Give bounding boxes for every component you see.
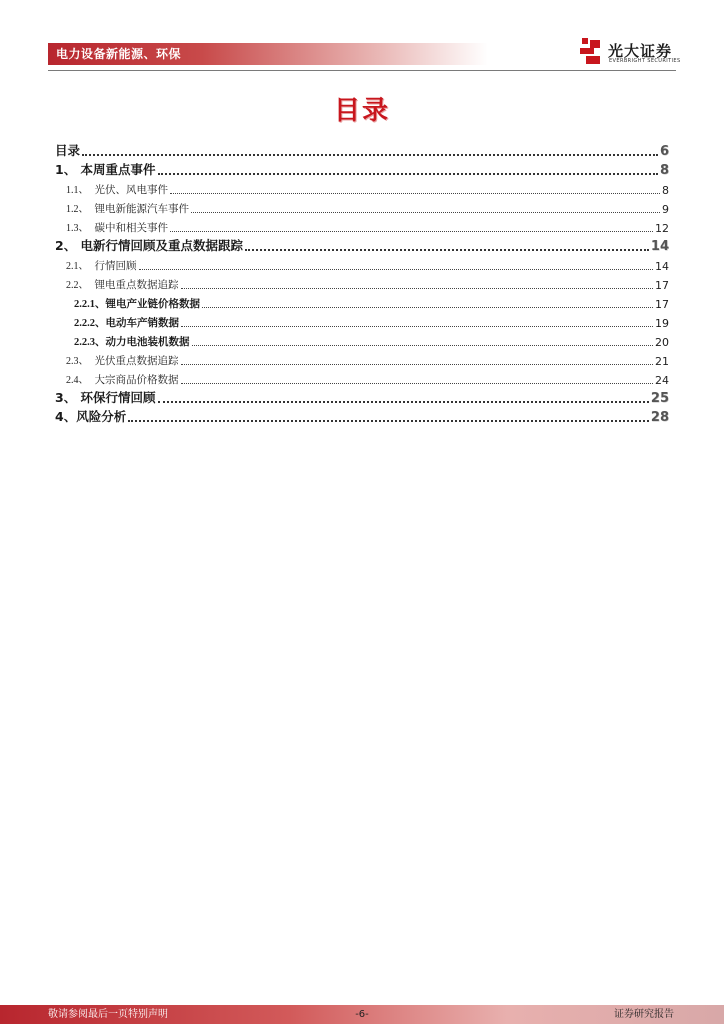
toc-leader-dots	[245, 249, 649, 251]
toc-entry-text: 大宗商品价格数据	[94, 374, 179, 386]
toc-entry-text: 锂电重点数据追踪	[94, 279, 179, 291]
toc-entry[interactable]	[55, 178, 669, 197]
toc-entry[interactable]	[55, 387, 669, 406]
toc-entry-label	[74, 315, 179, 330]
logo-english-name: EVERBRIGHT SECURITIES	[609, 58, 681, 64]
toc-entry-page: 24	[655, 374, 669, 387]
toc-entry[interactable]	[55, 406, 669, 425]
toc-entry-label	[55, 388, 156, 406]
toc-leader-dots	[128, 420, 649, 422]
page-number: -6-	[355, 1009, 369, 1020]
toc-entry[interactable]	[55, 216, 669, 235]
toc-entry[interactable]	[55, 159, 669, 178]
toc-leader-dots	[158, 173, 658, 175]
toc-entry-label	[74, 296, 200, 311]
toc-entry-page: 28	[650, 410, 669, 425]
header-divider	[48, 70, 676, 71]
toc-entry-page: 14	[650, 239, 669, 254]
toc-entry-page: 21	[655, 355, 669, 368]
toc-entry-text: 、电动车产销数据	[95, 317, 179, 329]
toc-entry-label	[66, 352, 179, 368]
toc-entry-number: 2.2.3	[74, 337, 95, 348]
toc-entry[interactable]	[55, 311, 669, 330]
toc-entry-text: 、锂电产业链价格数据	[95, 298, 200, 310]
toc-entry-page: 9	[662, 203, 669, 216]
toc-entry-number: 1.1、	[66, 185, 89, 196]
toc-entry-page: 25	[650, 391, 669, 406]
toc-entry-number: 2.2.1	[74, 299, 95, 310]
page-title: 目录	[333, 96, 390, 126]
footer-disclaimer: 敬请参阅最后一页特别声明	[48, 1009, 168, 1020]
toc-entry-page: 19	[655, 317, 669, 330]
toc-leader-dots	[181, 326, 653, 327]
toc-entry-label	[55, 236, 243, 254]
logo-chinese-name: 光大证券	[608, 42, 673, 60]
toc-entry-text: 4、风险分析	[55, 409, 127, 424]
toc-entry-page: 17	[655, 298, 669, 311]
toc-leader-dots	[139, 269, 654, 270]
toc-leader-dots	[202, 307, 653, 308]
table-of-contents	[55, 140, 669, 425]
toc-entry[interactable]	[55, 235, 669, 254]
toc-leader-dots	[191, 212, 660, 213]
toc-entry-label	[66, 200, 189, 216]
toc-entry-label	[66, 276, 179, 292]
toc-entry-number: 2.3、	[66, 356, 89, 367]
toc-entry-number: 1.3、	[66, 223, 89, 234]
toc-entry-label	[55, 407, 126, 425]
toc-entry[interactable]	[55, 349, 669, 368]
toc-entry-text: 碳中和相关事件	[94, 222, 168, 234]
toc-entry[interactable]	[55, 273, 669, 292]
toc-entry-text: 光伏、风电事件	[94, 184, 168, 196]
toc-entry-label	[55, 160, 156, 178]
toc-entry-page: 14	[655, 260, 669, 273]
toc-entry[interactable]	[55, 197, 669, 216]
toc-leader-dots	[158, 401, 649, 403]
header-section-label: 电力设备新能源、环保	[56, 47, 182, 61]
toc-entry[interactable]	[55, 292, 669, 311]
toc-entry-page: 20	[655, 336, 669, 349]
toc-entry-page: 8	[659, 163, 669, 178]
toc-entry-text: 1、 本周重点事件	[55, 162, 156, 177]
toc-entry[interactable]	[55, 254, 669, 273]
toc-entry-text: 锂电新能源汽车事件	[94, 203, 189, 215]
company-logo	[580, 38, 680, 68]
toc-entry-page: 6	[659, 144, 669, 159]
toc-entry-number: 2.2.2	[74, 318, 95, 329]
toc-entry-label	[74, 334, 190, 349]
toc-entry-text: 光伏重点数据追踪	[94, 355, 179, 367]
footer-report-type: 证券研究报告	[614, 1009, 674, 1020]
toc-entry-label	[66, 181, 168, 197]
toc-entry-number: 1.2、	[66, 204, 89, 215]
toc-entry-number: 2.4、	[66, 375, 89, 386]
toc-entry-text: 3、 环保行情回顾	[55, 390, 156, 405]
toc-entry-label	[66, 219, 168, 235]
toc-leader-dots	[181, 288, 654, 289]
toc-entry-number: 2.1、	[66, 261, 89, 272]
header-bar	[48, 43, 488, 65]
toc-leader-dots	[181, 383, 654, 384]
toc-entry-number: 2.2、	[66, 280, 89, 291]
toc-leader-dots	[181, 364, 654, 365]
toc-entry-label	[66, 371, 179, 387]
toc-leader-dots	[82, 154, 658, 156]
toc-entry-label	[66, 257, 137, 273]
toc-entry-page: 17	[655, 279, 669, 292]
toc-entry-label	[55, 141, 80, 159]
toc-entry-page: 12	[655, 222, 669, 235]
toc-leader-dots	[170, 231, 653, 232]
toc-leader-dots	[192, 345, 654, 346]
toc-entry[interactable]	[55, 140, 669, 159]
logo-mark-icon	[580, 38, 602, 66]
toc-leader-dots	[170, 193, 660, 194]
toc-entry[interactable]	[55, 368, 669, 387]
toc-entry-text: 2、 电新行情回顾及重点数据跟踪	[55, 238, 244, 253]
toc-entry-text: 行情回顾	[94, 260, 137, 272]
toc-entry-page: 8	[662, 184, 669, 197]
toc-entry-text: 目录	[55, 143, 81, 158]
toc-entry-text: 、动力电池装机数据	[95, 336, 190, 348]
toc-entry[interactable]	[55, 330, 669, 349]
